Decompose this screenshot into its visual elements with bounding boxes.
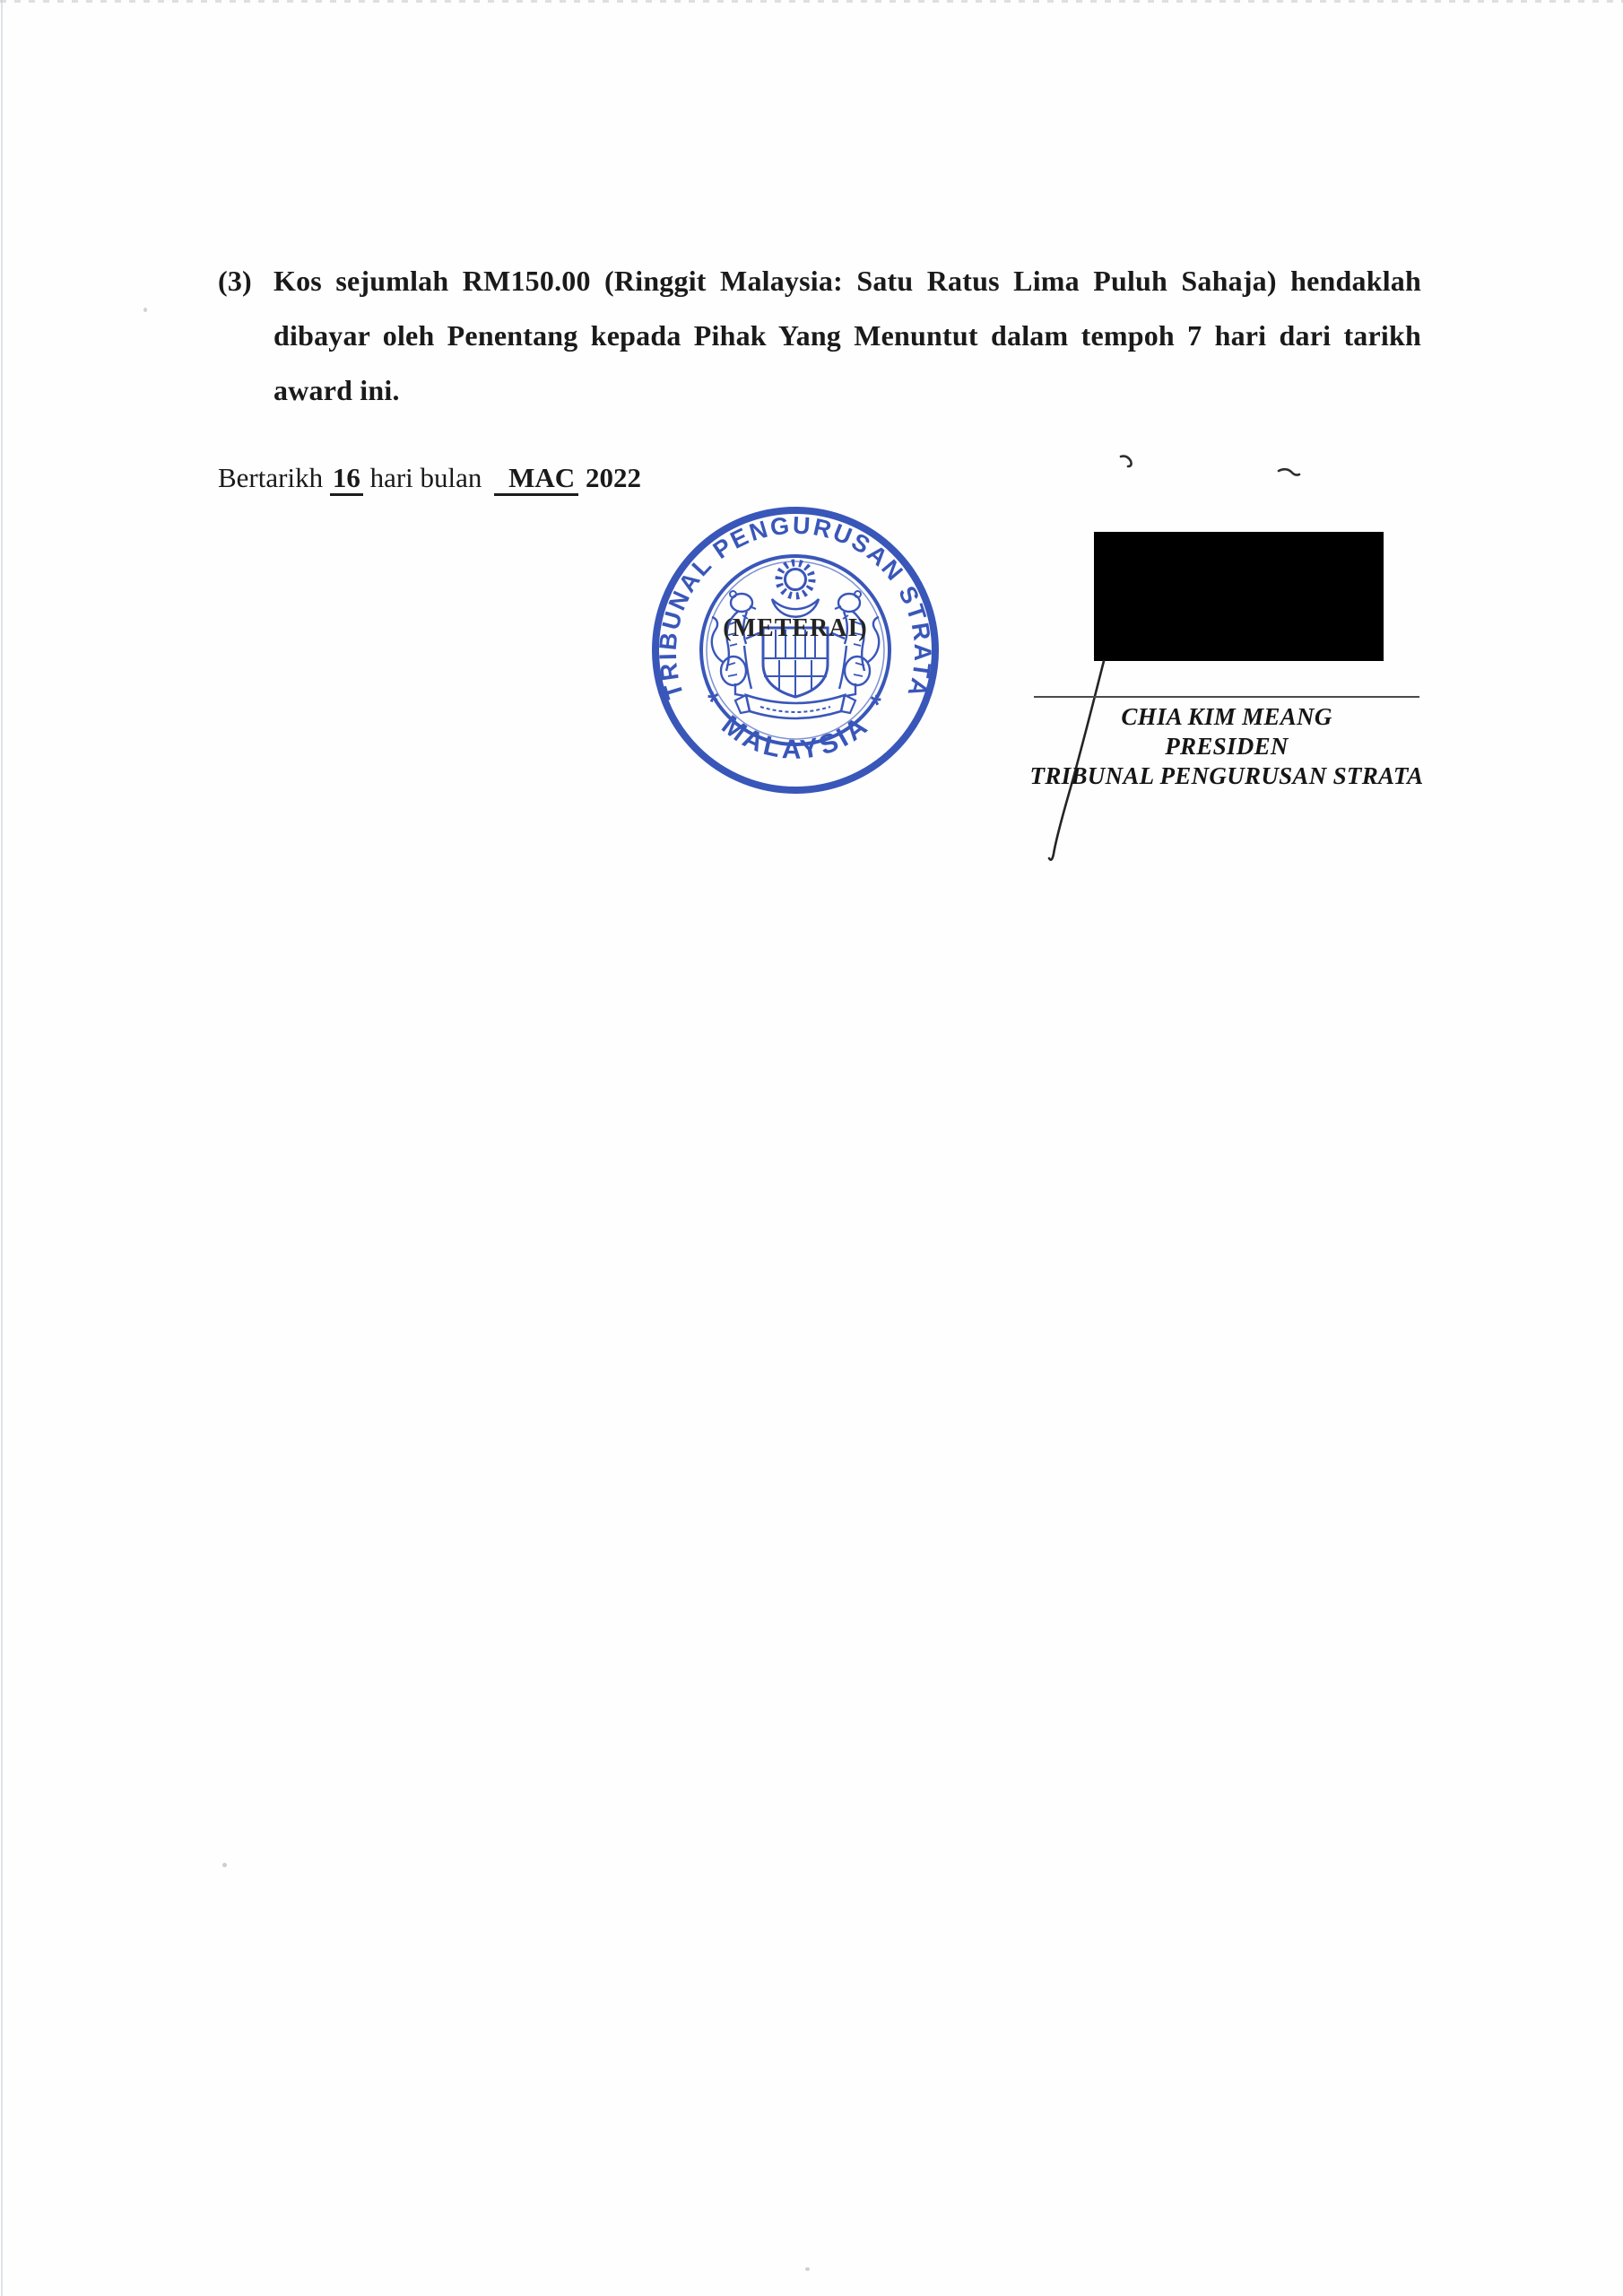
signatory-name: CHIA KIM MEANG (1121, 703, 1332, 730)
stamp-ring-text: TRIBUNAL PENGURUSAN STRATA (654, 511, 937, 702)
scan-speck (143, 308, 147, 312)
meterai-overlay: (METERAI) (723, 614, 868, 642)
dateline-month: MAC (494, 462, 578, 496)
paragraph-line: dibayar oleh Penentang kepada Pihak Yang Menuntut dalam tempoh 7 hari dari tarikh (273, 319, 1421, 352)
dateline-prefix: Bertarikh (218, 462, 324, 493)
scan-edge-artifact-left (1, 0, 3, 2296)
pen-tick-icon (1118, 454, 1141, 474)
dateline-day: 16 (330, 462, 363, 496)
tiger-right (828, 591, 879, 696)
paragraph-line: Kos sejumlah RM150.00 (Ringgit Malaysia: Satu Ratus Lima Puluh Sahaja) hendaklah (273, 265, 1421, 297)
dateline-year: 2022 (585, 462, 641, 493)
redaction-box (1094, 532, 1384, 661)
tribunal-stamp (649, 504, 942, 796)
clause-number: (3) (218, 265, 252, 297)
paragraph-line: award ini. (273, 374, 400, 406)
clause-3-paragraph (218, 254, 1421, 418)
signatory-organization: TRIBUNAL PENGURUSAN STRATA (1029, 762, 1424, 789)
stamp-bottom-text: * MALAYSIA * (693, 687, 898, 765)
scan-speck (222, 1863, 227, 1867)
signatory-title: PRESIDEN (1165, 733, 1289, 760)
scan-edge-artifact-top (0, 0, 1623, 3)
dateline (218, 460, 641, 496)
tiger-left (712, 591, 763, 696)
banner-ribbon (735, 695, 855, 718)
pen-tick-icon (1277, 466, 1302, 481)
dateline-middle: hari bulan (369, 462, 482, 493)
signature-line (1034, 696, 1419, 698)
scan-speck (805, 2267, 810, 2271)
signature-block (1029, 702, 1424, 791)
